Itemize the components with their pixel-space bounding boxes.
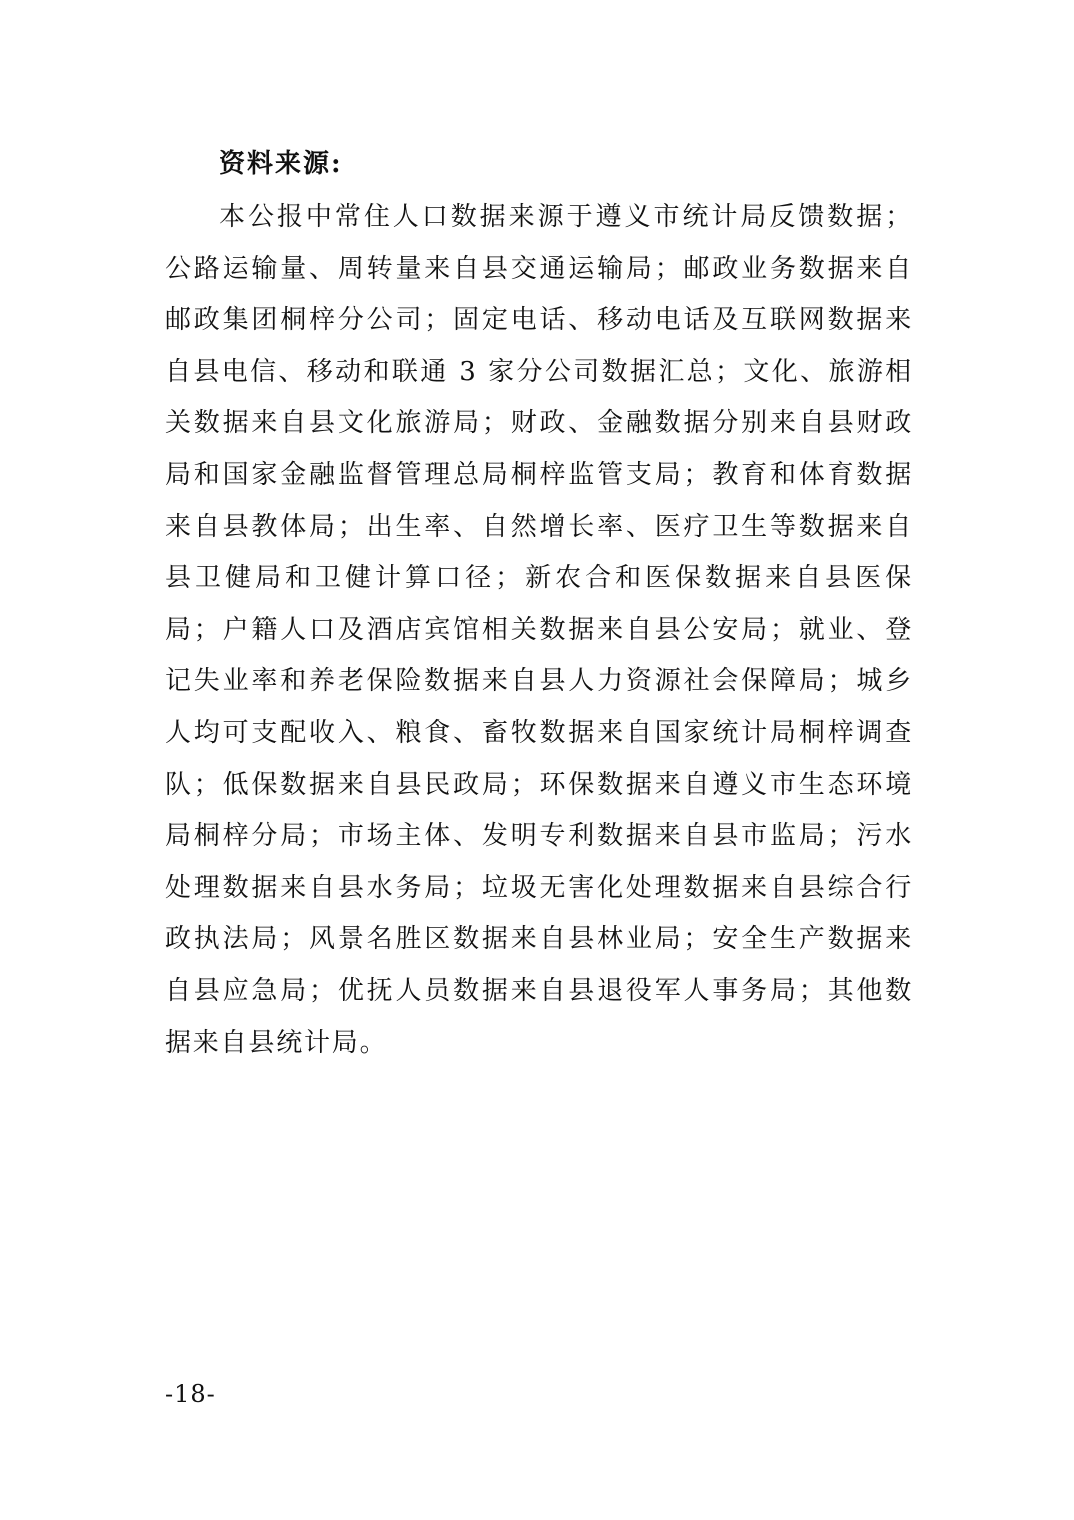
data-sources-paragraph: 本公报中常住人口数据来源于遵义市统计局反馈数据；公路运输量、周转量来自县交通运输局；邮政业务数据来自邮政集团桐梓分公司；固定电话、移动电话及互联网数据来自县电信、移动和联通 3 家分公司数据汇总；文化、旅游相关数据来自县文化旅游局；财政、金融数据分别来自县财政局和国家金融监督管理总局桐梓监管支局；教育和体育数据来自县教体局；出生率、自然增长率、医疗卫生等数据来自县卫健局和卫健计算口径；新农合和医保数据来自县医保局；户籍人口及酒店宾馆相关数据来自县公安局；就业、登记失业率和养老保险数据来自县人力资源社会保障局；城乡人均可支配收入、粮食、畜牧数据来自国家统计局桐梓调查队；低保数据来自县民政局；环保数据来自遵义市生态环境局桐梓分局；市场主体、发明专利数据来自县市监局；污水处理数据来自县水务局；垃圾无害化处理数据来自县综合行政执法局；风景名胜区数据来自县林业局；安全生产数据来自县应急局；优抚人员数据来自县退役军人事务局；其他数据来自县统计局。 [165, 202, 913, 1058]
page-number: -18- [165, 1380, 216, 1408]
section-heading: 资料来源: [219, 149, 343, 179]
